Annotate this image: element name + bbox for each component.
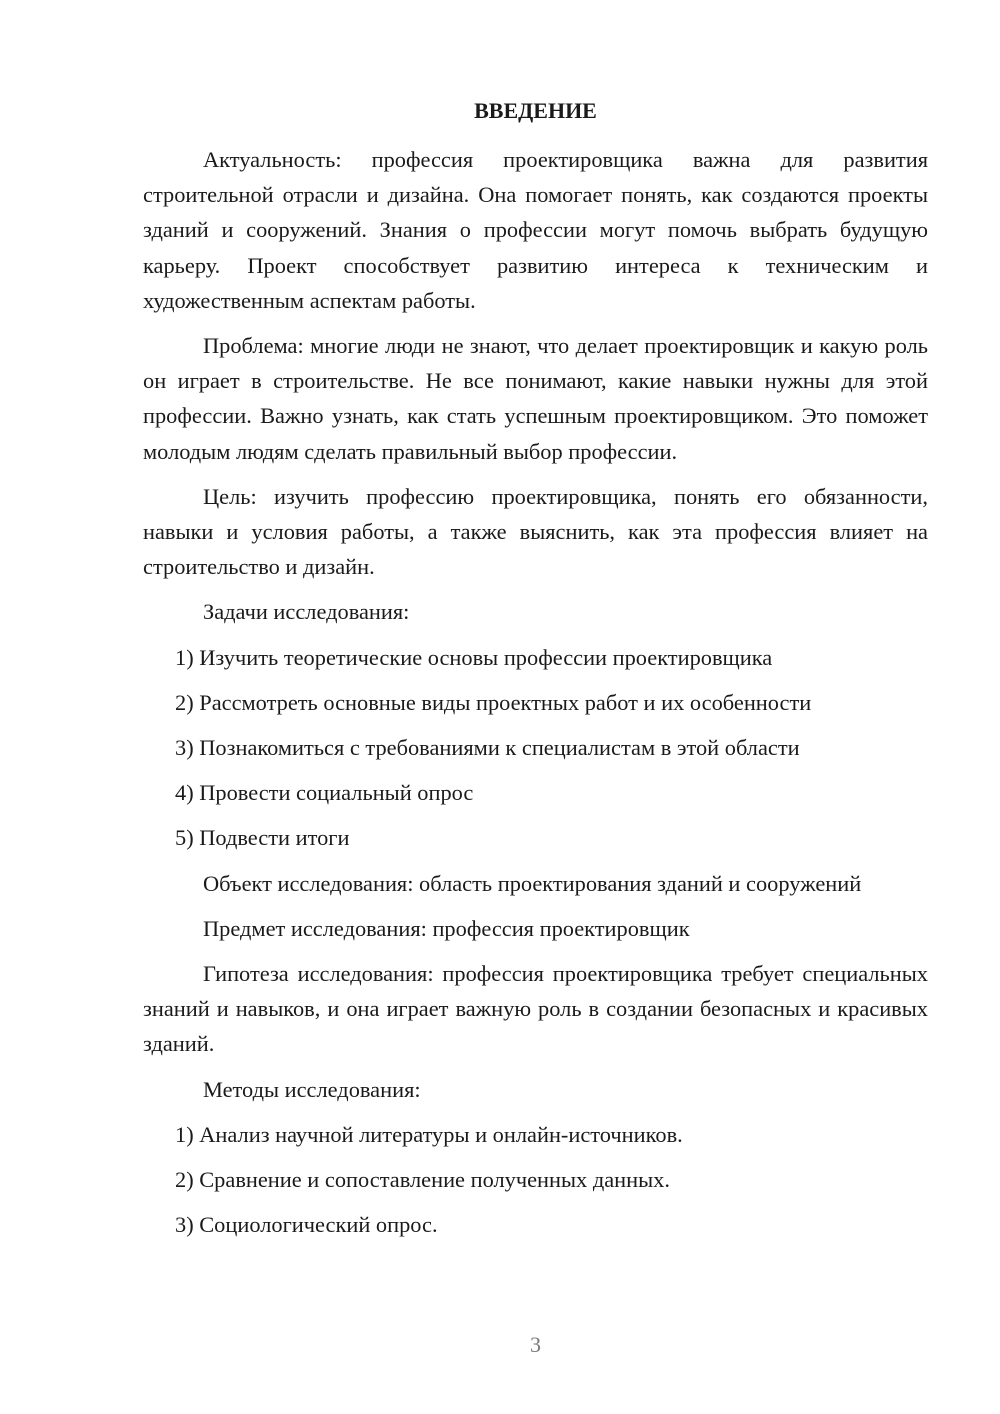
paragraph-problem: Проблема: многие люди не знают, что делает проектировщик и какую роль он играет в строительстве. Не все понимают, какие навыки нужны для этой профессии. Важно узнать, как стать успешным проектировщиком. Это поможет молодым людям сделать правильный выбор профессии. — [143, 333, 928, 464]
methods-heading: Методы исследования: — [203, 1076, 421, 1102]
list-item: 3) Социологический опрос. — [175, 1212, 438, 1238]
paragraph-goal: Цель: изучить профессию проектировщика, понять его обязанности, навыки и условия работы, а также выяснить, как эта профессия влияет на строительство и дизайн. — [143, 483, 928, 580]
page-content — [143, 142, 928, 1252]
paragraph-object: Объект исследования: область проектирования зданий и сооружений — [203, 870, 862, 896]
tasks-heading: Задачи исследования: — [203, 599, 410, 625]
list-item: 2) Рассмотреть основные виды проектных работ и их особенности — [175, 689, 812, 715]
paragraph-relevance: Актуальность: профессия проектировщика важна для развития строительной отрасли и дизайна. Она помогает понять, как создаются проекты зданий и сооружений. Знания о профессии могут помочь выбрать будущую карьеру. Проект способствует развитию интереса к техническим и художественным аспектам работы. — [143, 147, 928, 313]
methods-list — [143, 1117, 928, 1243]
list-item: 2) Сравнение и сопоставление полученных данных. — [175, 1167, 670, 1193]
list-item: 1) Изучить теоретические основы профессии проектировщика — [175, 644, 773, 670]
paragraph-hypothesis: Гипотеза исследования: профессия проектировщика требует специальных знаний и навыков, и она играет важную роль в создании безопасных и красивых зданий. — [143, 961, 928, 1057]
page-title: ВВЕДЕНИЕ — [474, 98, 597, 123]
list-item: 5) Подвести итоги — [175, 825, 350, 851]
list-item: 1) Анализ научной литературы и онлайн-источников. — [175, 1121, 683, 1147]
list-item: 3) Познакомиться с требованиями к специалистам в этой области — [175, 735, 800, 761]
page-number: 3 — [530, 1332, 541, 1357]
document-page — [143, 0, 928, 1414]
list-item: 4) Провести социальный опрос — [175, 780, 474, 806]
tasks-list — [143, 640, 928, 856]
paragraph-subject: Предмет исследования: профессия проектировщик — [203, 915, 690, 941]
